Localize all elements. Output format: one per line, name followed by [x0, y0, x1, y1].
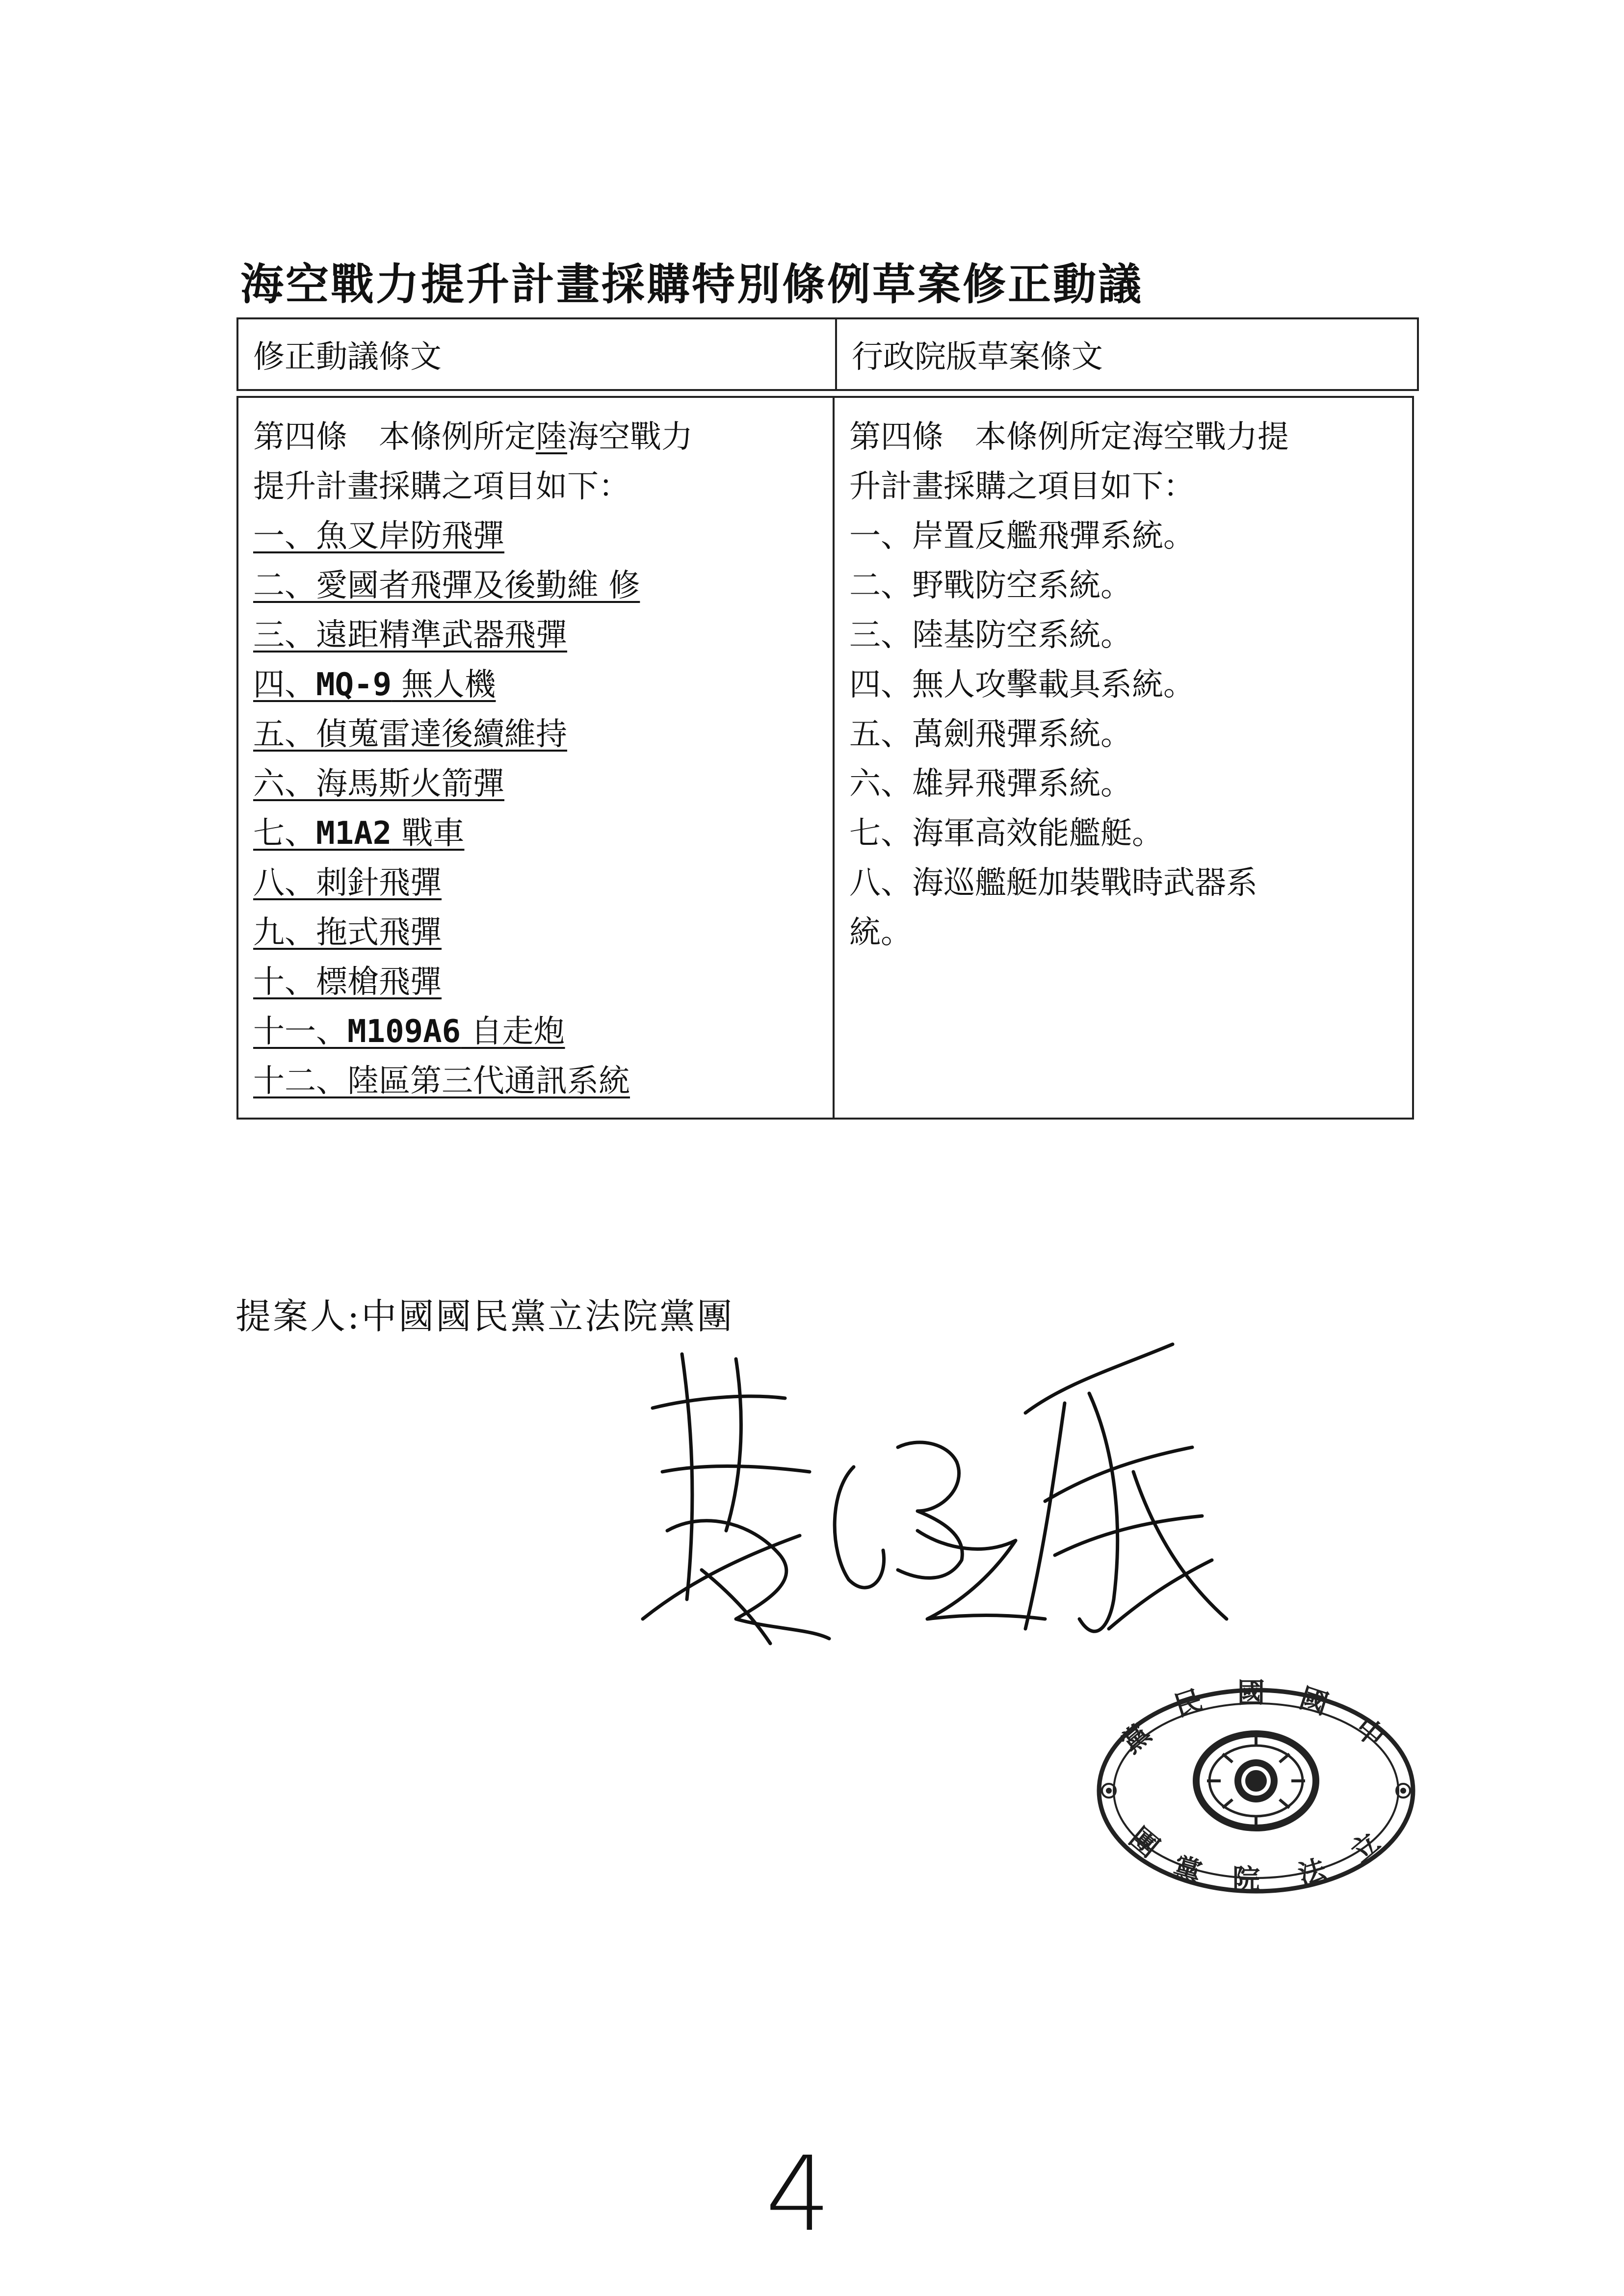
party-seal-stamp — [1089, 1678, 1423, 1904]
amendment-item-text: 三、遠距精準武器飛彈 — [253, 617, 567, 653]
amendment-item-text: 二、愛國者飛彈及後勤維 修 — [253, 568, 640, 604]
intro-marked-char: 陸 — [536, 419, 567, 455]
svg-text:團: 團 — [1123, 1821, 1165, 1864]
comparison-table — [236, 317, 1419, 1120]
amendment-item — [253, 561, 823, 611]
amendment-item-text: 六、海馬斯火箭彈 — [253, 766, 504, 802]
proposer-line: 提案人:中國國民黨立法院黨團 — [236, 1296, 734, 1337]
intro-before: 第四條 本條例所定 — [253, 419, 536, 455]
executive-item: 七、海軍高效能艦艇。 — [849, 815, 1163, 852]
executive-item: 三、陸基防空系統。 — [849, 617, 1132, 653]
amendment-item — [253, 958, 823, 1007]
amendment-item-text: 十、標槍飛彈 — [253, 964, 442, 1000]
executive-item: 四、無人攻擊載具系統。 — [849, 667, 1195, 703]
svg-text:立: 立 — [1344, 1826, 1387, 1869]
amendment-item — [253, 809, 823, 859]
amendment-item — [253, 1007, 823, 1057]
amendment-item-text: 四、MQ-9 無人機 — [253, 667, 496, 703]
svg-text:院: 院 — [1232, 1863, 1260, 1896]
executive-intro-line2: 升計畫採購之項目如下： — [849, 469, 1195, 505]
amendment-item — [253, 859, 823, 908]
svg-text:國: 國 — [1237, 1678, 1265, 1709]
amendment-item-text: 十二、陸區第三代通訊系統 — [253, 1063, 630, 1099]
svg-text:黨: 黨 — [1115, 1717, 1157, 1760]
page-number: 4 — [765, 2134, 831, 2254]
svg-text:黨: 黨 — [1170, 1851, 1205, 1890]
header-executive-version: 行政院版草案條文 — [852, 339, 1103, 375]
table-body-row — [236, 396, 1414, 1120]
handwritten-signature — [623, 1325, 1261, 1668]
header-amendment: 修正動議條文 — [238, 319, 837, 389]
executive-item: 一、岸置反艦飛彈系統。 — [849, 518, 1195, 554]
table-header-row — [236, 317, 1419, 391]
executive-intro: 第四條 本條例所定海空戰力提 — [849, 419, 1289, 455]
amendment-item — [253, 611, 823, 660]
svg-text:國: 國 — [1296, 1681, 1332, 1721]
amendment-item-text: 五、偵蒐雷達後續維持 — [253, 716, 567, 753]
executive-item: 六、雄昇飛彈系統。 — [849, 766, 1132, 802]
amendment-intro — [253, 413, 823, 462]
amendment-item-text: 一、魚叉岸防飛彈 — [253, 518, 504, 554]
amendment-item — [253, 512, 823, 561]
amendment-item — [253, 710, 823, 759]
executive-item: 統。 — [849, 914, 912, 951]
executive-text-column — [835, 398, 1412, 1118]
amendment-item-text: 十一、M109A6 自走炮 — [253, 1014, 565, 1050]
amendment-intro-line2: 提升計畫採購之項目如下： — [253, 469, 630, 505]
intro-after: 海空戰力 — [567, 419, 693, 455]
amendment-item-text: 七、M1A2 戰車 — [253, 815, 465, 852]
executive-item: 八、海巡艦艇加裝戰時武器系 — [849, 865, 1257, 901]
document-title: 海空戰力提升計畫採購特別條例草案修正動議 — [240, 259, 1144, 310]
svg-text:法: 法 — [1294, 1853, 1330, 1892]
svg-text:民: 民 — [1170, 1683, 1206, 1723]
amendment-item — [253, 660, 823, 710]
amendment-items — [253, 512, 823, 1106]
executive-item: 五、萬劍飛彈系統。 — [849, 716, 1132, 753]
amendment-item-text: 八、刺針飛彈 — [253, 865, 442, 901]
executive-items — [849, 512, 1402, 958]
svg-text:中: 中 — [1349, 1711, 1391, 1754]
amendment-item — [253, 908, 823, 958]
amendment-item-text: 九、拖式飛彈 — [253, 914, 442, 951]
amendment-item — [253, 759, 823, 809]
amendment-text-column — [238, 398, 835, 1118]
executive-item: 二、野戰防空系統。 — [849, 568, 1132, 604]
amendment-item — [253, 1057, 823, 1106]
